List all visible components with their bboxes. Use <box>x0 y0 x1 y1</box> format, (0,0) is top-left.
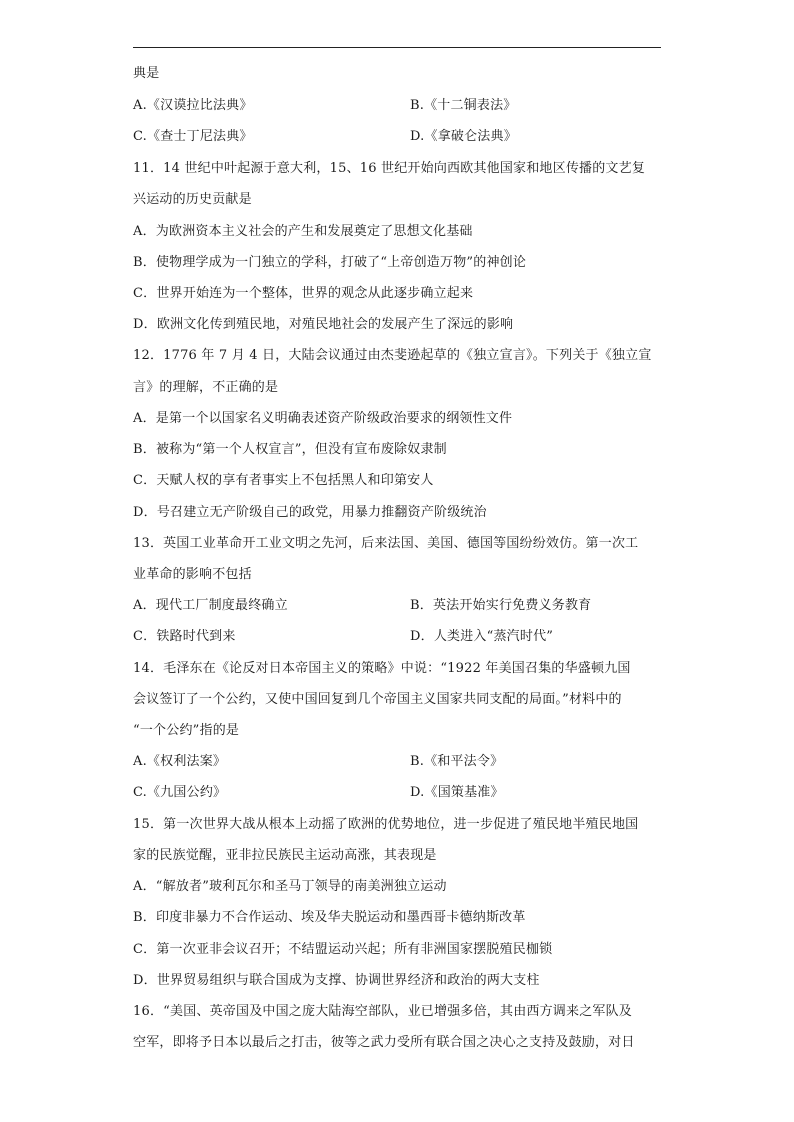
header-rule <box>133 47 661 48</box>
option-b: B．印度非暴力不合作运动、埃及华夫脱运动和墨西哥卡德纳斯改革 <box>133 910 526 925</box>
option-d: D.《国策基准》 <box>410 785 504 800</box>
question-13: 13．英国工业革命开工业文明之先河，后来法国、美国、德国等国纷纷效仿。第一次工 <box>133 536 639 551</box>
option-d: D．人类进入“蒸汽时代” <box>410 629 554 644</box>
question-12: 12．1776 年 7 月 4 日，大陆会议通过由杰斐逊起草的《独立宣言》。下列关于《独立宣 <box>133 348 652 363</box>
option-a: A．现代工厂制度最终确立 <box>133 598 288 613</box>
option-a: A．是第一个以国家名义明确表述资产阶级政治要求的纲领性文件 <box>133 411 513 426</box>
option-a: A.《权利法案》 <box>133 754 227 769</box>
option-d: D.《拿破仑法典》 <box>410 129 517 144</box>
question-11-cont: 兴运动的历史贡献是 <box>133 192 252 207</box>
option-b: B．被称为“第一个人权宣言”，但没有宣布废除奴隶制 <box>133 442 447 457</box>
option-a: A．为欧洲资本主义社会的产生和发展奠定了思想文化基础 <box>133 224 473 239</box>
option-b: B.《和平法令》 <box>410 754 504 769</box>
option-c: C．天赋人权的享有者事实上不包括黑人和印第安人 <box>133 473 434 488</box>
option-b: B.《十二铜表法》 <box>410 98 517 113</box>
option-c: C.《查士丁尼法典》 <box>133 129 253 144</box>
option-b: B．使物理学成为一门独立的学科，打破了“上帝创造万物”的神创论 <box>133 255 527 270</box>
question-14-cont: “一个公约”指的是 <box>133 723 240 738</box>
text-line: 典是 <box>133 66 160 81</box>
option-a: A．“解放者”玻利瓦尔和圣马丁领导的南美洲独立运动 <box>133 879 447 894</box>
question-15-cont: 家的民族觉醒，亚非拉民族民主运动高涨，其表现是 <box>133 848 437 863</box>
question-14-cont: 会议签订了一个公约，又使中国回复到几个帝国主义国家共同支配的局面。”材料中的 <box>133 692 622 707</box>
option-c: C．铁路时代到来 <box>133 629 236 644</box>
question-13-cont: 业革命的影响不包括 <box>133 567 252 582</box>
option-c: C．第一次亚非会议召开；不结盟运动兴起；所有非洲国家摆脱殖民枷锁 <box>133 942 553 957</box>
question-14: 14．毛泽东在《论反对日本帝国主义的策略》中说：“1922 年美国召集的华盛顿九国 <box>133 661 631 676</box>
option-c: C．世界开始连为一个整体，世界的观念从此逐步确立起来 <box>133 286 474 301</box>
question-12-cont: 言》的理解，不正确的是 <box>133 380 279 395</box>
question-15: 15．第一次世界大战从根本上动摇了欧洲的优势地位，进一步促进了殖民地半殖民地国 <box>133 817 639 832</box>
option-b: B．英法开始实行免费义务教育 <box>410 598 592 613</box>
option-a: A.《汉谟拉比法典》 <box>133 98 253 113</box>
question-11: 11．14 世纪中叶起源于意大利，15、16 世纪开始向西欧其他国家和地区传播的文艺复 <box>133 161 646 176</box>
option-c: C.《九国公约》 <box>133 785 227 800</box>
option-d: D．欧洲文化传到殖民地，对殖民地社会的发展产生了深远的影响 <box>133 317 514 332</box>
question-16: 16．“美国、英帝国及中国之庞大陆海空部队，业已增强多倍，其由西方调来之军队及 <box>133 1004 632 1019</box>
option-d: D．号召建立无产阶级自己的政党，用暴力推翻资产阶级统治 <box>133 505 487 520</box>
option-d: D．世界贸易组织与联合国成为支撑、协调世界经济和政治的两大支柱 <box>133 973 540 988</box>
question-16-cont: 空军，即将予日本以最后之打击，彼等之武力受所有联合国之决心之支持及鼓励，对日 <box>133 1035 635 1050</box>
